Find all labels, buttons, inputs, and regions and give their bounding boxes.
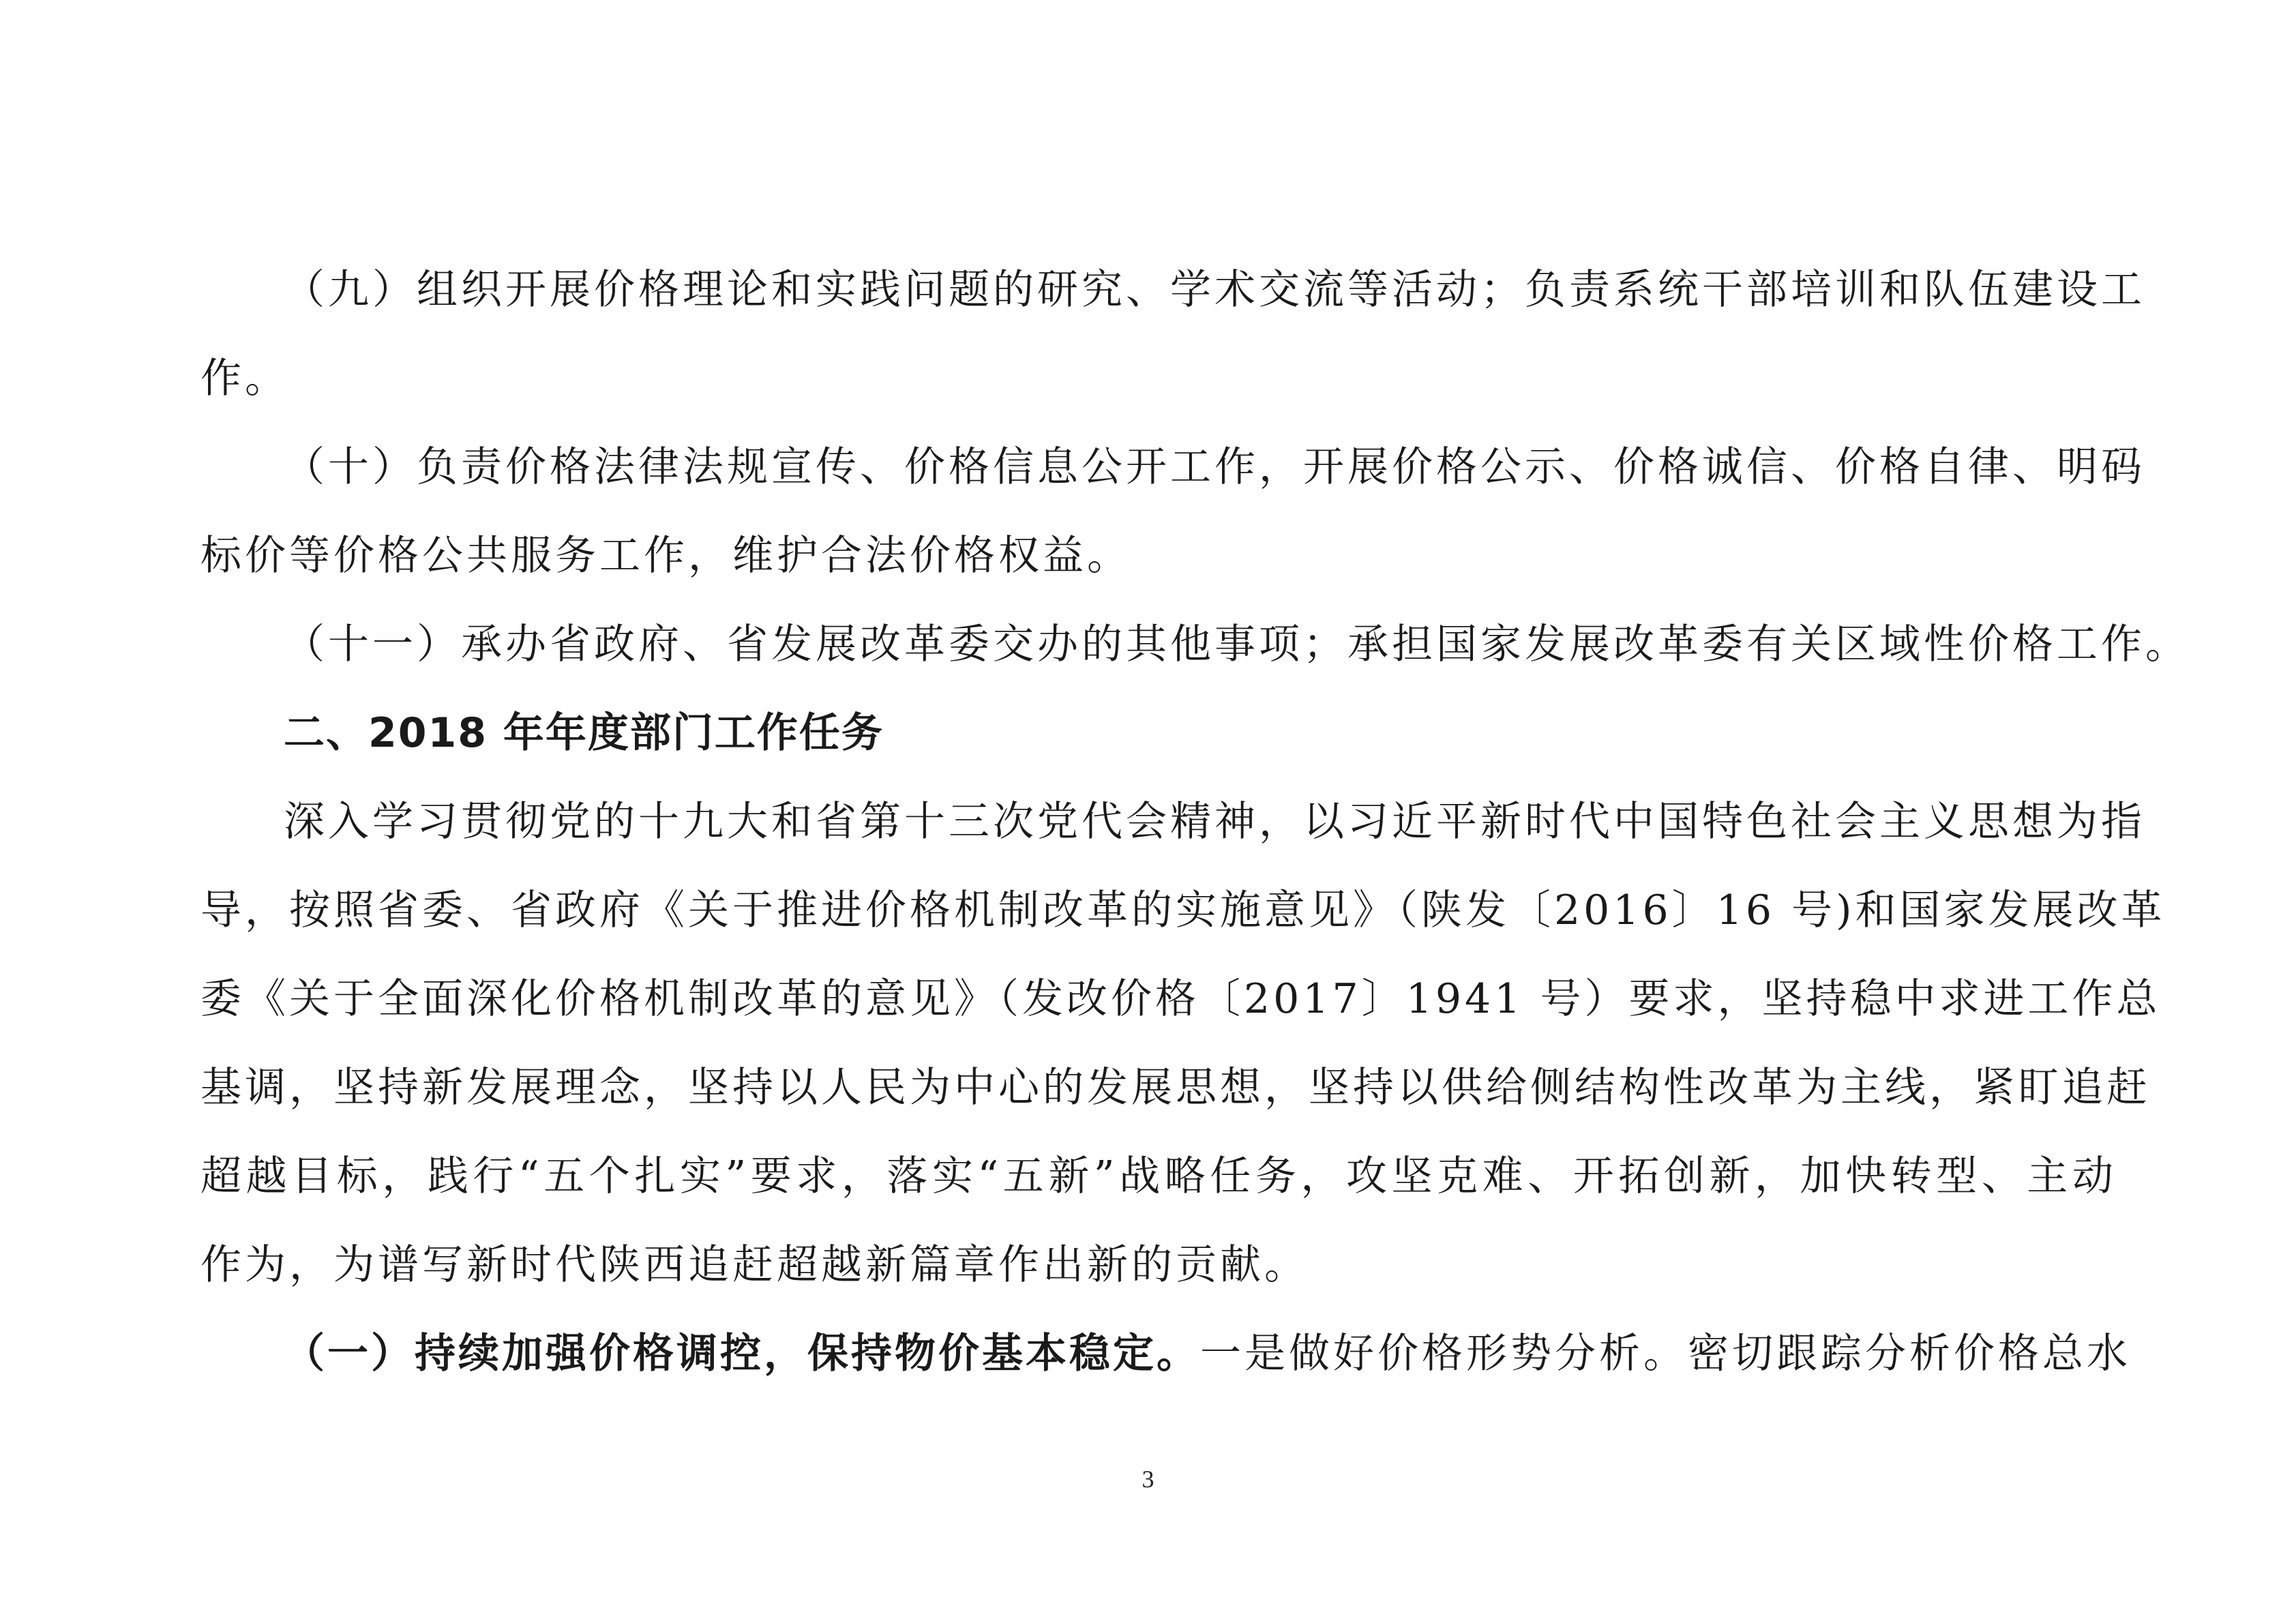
paragraph-11-line-1: （十一）承办省政府、省发展改革委交办的其他事项；承担国家发展改革委有关区域性价格工作。 — [284, 621, 2190, 668]
intro-paragraph-line-3: 委《关于全面深化价格机制改革的意见》（发改价格〔2017〕1941 号）要求，坚持稳中求进工作总 — [200, 975, 2161, 1023]
task-1-text: 一是做好价格形势分析。密切跟踪分析价格总水 — [1200, 1330, 2131, 1378]
paragraph-10-line-1: （十）负责价格法律法规宣传、价格信息公开工作，开展价格公示、价格诚信、价格自律、明码 — [284, 443, 2145, 491]
page-number: 3 — [1142, 1465, 1154, 1493]
intro-paragraph-line-4: 基调，坚持新发展理念，坚持以人民为中心的发展思想，坚持以供给侧结构性改革为主线，紧盯追赶 — [200, 1064, 2151, 1112]
paragraph-9-line-2: 作。 — [200, 355, 289, 402]
intro-paragraph-line-1: 深入学习贯彻党的十九大和省第十三次党代会精神，以习近平新时代中国特色社会主义思想为指 — [284, 798, 2145, 846]
section-heading: 二、2018 年年度部门工作任务 — [284, 709, 884, 757]
task-1-bold-title: （一）持续加强价格调控，保持物价基本稳定。 — [284, 1330, 1200, 1378]
document-body — [200, 245, 2190, 1398]
intro-paragraph-line-6: 作为，为谱写新时代陕西追赶超越新篇章作出新的贡献。 — [200, 1241, 1309, 1289]
task-1-line-1 — [200, 1309, 2131, 1398]
paragraph-10-line-2: 标价等价格公共服务工作，维护合法价格权益。 — [200, 532, 1131, 580]
intro-paragraph-line-5: 超越目标，践行“五个扎实”要求，落实“五新”战略任务，攻坚克难、开拓创新，加快转型、主动 — [200, 1152, 2117, 1200]
intro-paragraph-line-2: 导，按照省委、省政府《关于推进价格机制改革的实施意见》（陕发〔2016〕16 号)和国家发展改革 — [200, 887, 2166, 934]
paragraph-9-line-1: （九）组织开展价格理论和实践问题的研究、学术交流等活动；负责系统干部培训和队伍建设工 — [284, 266, 2145, 314]
